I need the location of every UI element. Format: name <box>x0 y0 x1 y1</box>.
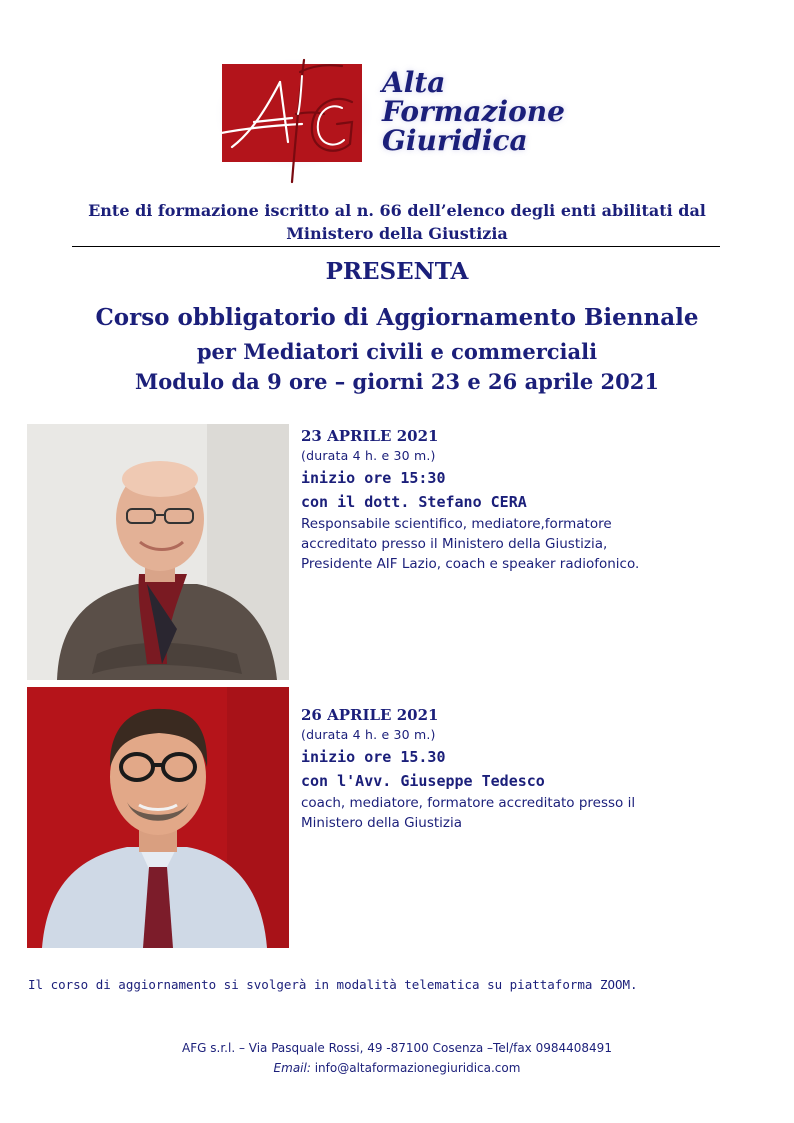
presenta-heading: PRESENTA <box>325 258 469 285</box>
speaker-photo-tedesco <box>27 687 289 948</box>
speaker-bio-line: Presidente AIF Lazio, coach e speaker radiofonico. <box>301 556 640 572</box>
course-title: Corso obbligatorio di Aggiornamento Biennale <box>95 304 699 331</box>
speaker-bio <box>301 793 761 833</box>
logo-line-giuridica: Giuridica <box>382 124 528 157</box>
accreditation-text <box>60 199 734 245</box>
session-26-april <box>301 705 761 833</box>
header-divider <box>72 246 720 247</box>
session-duration: (durata 4 h. e 30 m.) <box>301 727 436 742</box>
afg-logo <box>222 52 622 187</box>
course-module: Modulo da 9 ore – giorni 23 e 26 aprile 2021 <box>134 369 660 394</box>
session-start-time: inizio ore 15:30 <box>301 469 446 487</box>
speaker-bio-line: accreditato presso il Ministero della Giustizia, <box>301 536 608 552</box>
speaker-bio <box>301 514 761 574</box>
logo-line-alta: Alta <box>382 66 446 99</box>
course-subtitle: per Mediatori civili e commerciali <box>196 339 598 364</box>
accreditation-line-1: Ente di formazione iscritto al n. 66 dell’elenco degli enti abilitati dal <box>88 201 706 220</box>
session-speaker: con il dott. Stefano CERA <box>301 493 527 511</box>
speaker-bio-line: Ministero della Giustizia <box>301 815 463 831</box>
email-link[interactable]: info@altaformazionegiuridica.com <box>314 1061 521 1075</box>
speaker-bio-line: coach, mediatore, formatore accreditato presso il <box>301 795 636 811</box>
footer-address: AFG s.r.l. – Via Pasquale Rossi, 49 -87100 Cosenza –Tel/fax 0984408491 <box>182 1041 612 1055</box>
session-23-april <box>301 426 761 574</box>
footer-contact <box>0 1061 794 1075</box>
session-start-time: inizio ore 15.30 <box>301 748 446 766</box>
session-duration: (durata 4 h. e 30 m.) <box>301 448 436 463</box>
session-date: 23 APRILE 2021 <box>301 427 439 445</box>
speaker-bio-line: Responsabile scientifico, mediatore,formatore <box>301 516 612 532</box>
afg-monogram-icon <box>192 52 392 187</box>
session-speaker: con l'Avv. Giuseppe Tedesco <box>301 772 545 790</box>
course-mode-note: Il corso di aggiornamento si svolgerà in modalità telematica su piattaforma ZOOM. <box>28 977 638 992</box>
session-date: 26 APRILE 2021 <box>301 706 439 724</box>
email-label: Email: <box>273 1061 311 1075</box>
logo-wordmark <box>382 68 565 155</box>
logo-line-formazione: Formazione <box>382 95 565 128</box>
speaker-photo-cera <box>27 424 289 680</box>
accreditation-line-2: Ministero della Giustizia <box>286 224 508 243</box>
